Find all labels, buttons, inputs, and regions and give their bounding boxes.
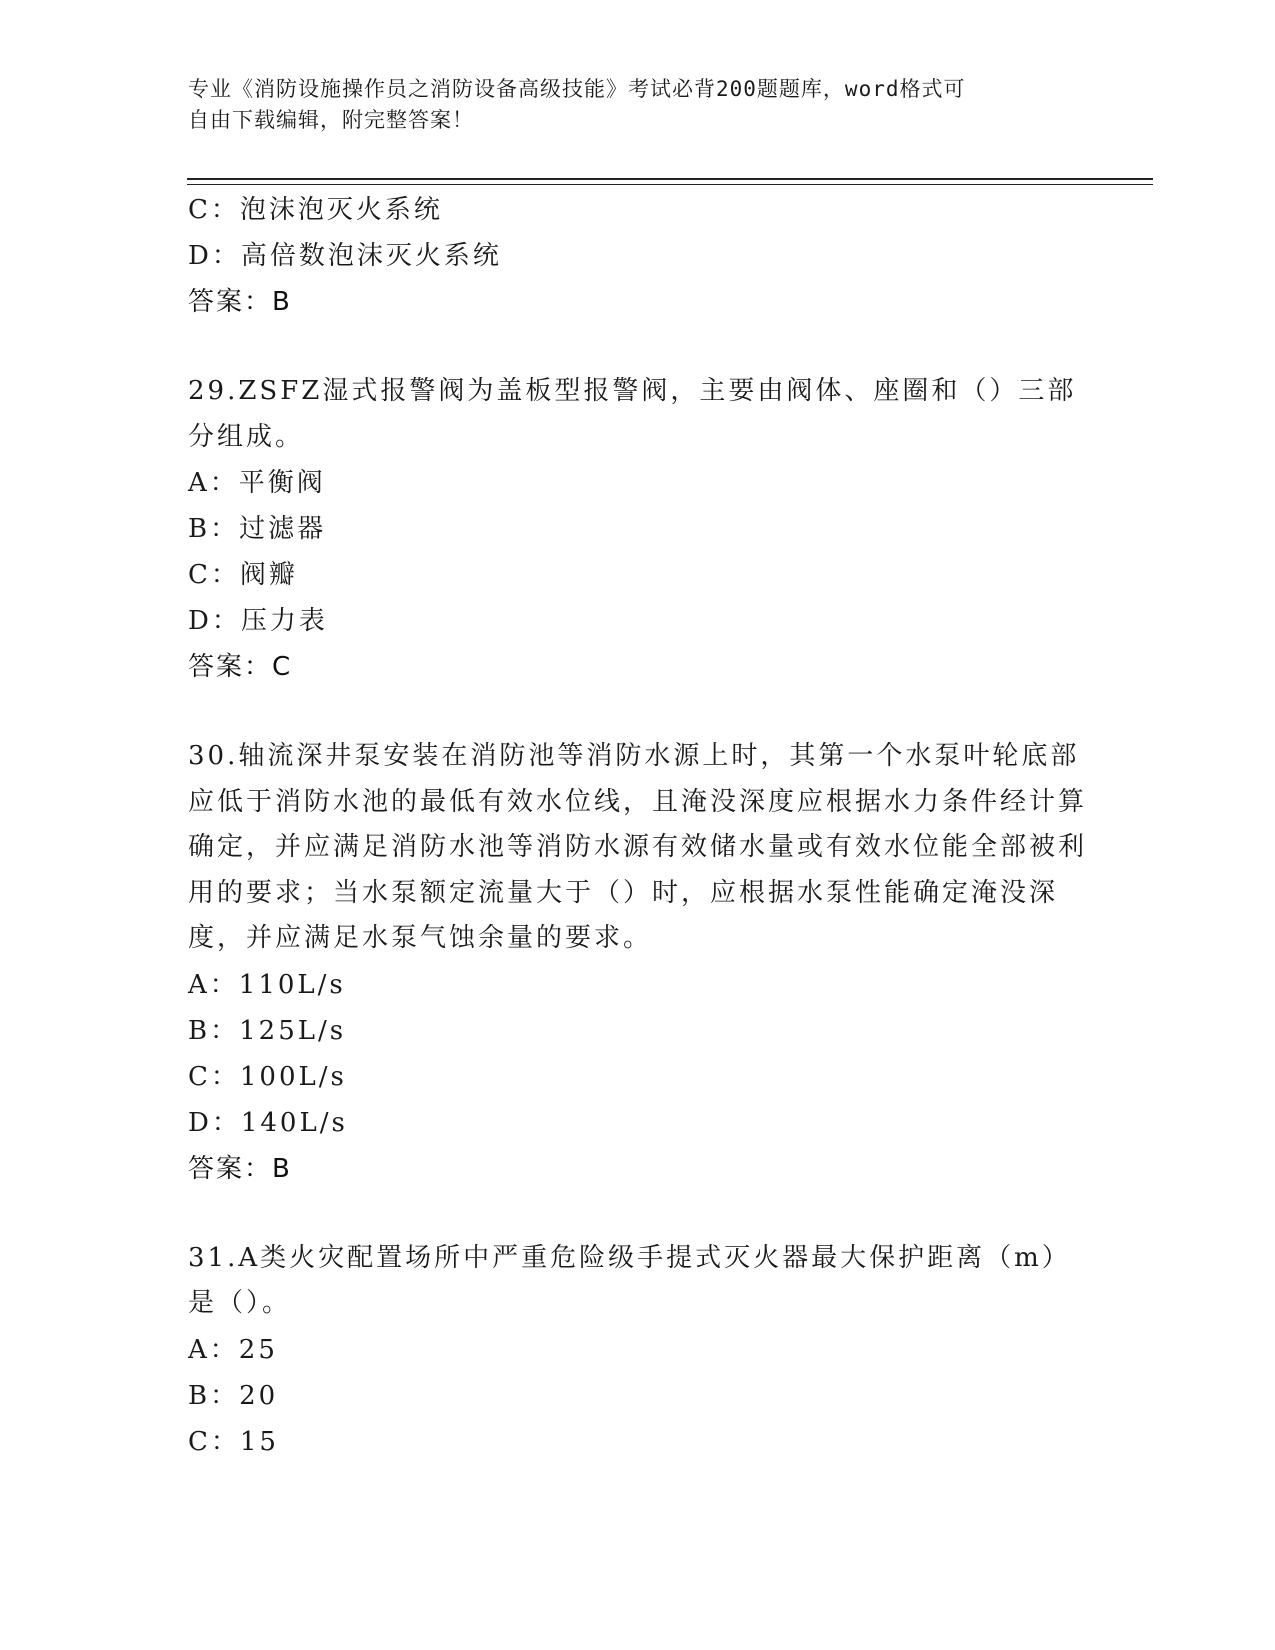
option-a: A：平衡阀 xyxy=(188,468,326,498)
question-stem: 30.轴流深井泵安装在消防池等消防水源上时，其第一个水泵叶轮底部应低于消防水池的最低有效水位线，且淹没深度应根据水力条件经计算确定，并应满足消防水池等消防水源有效储水量或有效水位能全部被利用的要求；当水泵额定流量大于（）时，应根据水泵性能确定淹没深度，并应满足水泵气蚀余量的要求。 xyxy=(188,741,1088,953)
option-b: B：125L/s xyxy=(188,1015,347,1046)
header-divider-thin xyxy=(187,184,1153,185)
option-a: A：110L/s xyxy=(188,969,346,1000)
question-stem: 31.A类火灾配置场所中严重危险级手提式灭火器最大保护距离（m）是（）。 xyxy=(188,1242,1071,1318)
question-31 xyxy=(188,1236,1088,1465)
document-header xyxy=(188,74,1088,136)
header-line-2: 自由下载编辑，附完整答案！ xyxy=(188,108,474,132)
question-stem: 29.ZSFZ湿式报警阀为盖板型报警阀，主要由阀体、座圈和（）三部分组成。 xyxy=(188,376,1077,452)
question-30 xyxy=(188,734,1088,1192)
question-list xyxy=(188,187,1088,1465)
option-b: B：20 xyxy=(188,1380,279,1411)
option-d: D：压力表 xyxy=(188,606,328,636)
question-28-tail xyxy=(188,187,1088,325)
answer: 答案：B xyxy=(188,1153,292,1184)
option-c: C：15 xyxy=(188,1426,279,1457)
option-c: C：阀瓣 xyxy=(188,560,298,590)
option-c: C：100L/s xyxy=(188,1061,347,1092)
option-d: D：140L/s xyxy=(188,1107,348,1138)
option-a: A：25 xyxy=(188,1334,278,1365)
header-divider-thick xyxy=(187,178,1153,180)
answer: 答案：B xyxy=(188,287,292,317)
option-c: C：泡沫泡灭火系统 xyxy=(188,195,443,225)
question-29 xyxy=(188,369,1088,690)
option-d: D：高倍数泡沫灭火系统 xyxy=(188,241,502,271)
answer: 答案：C xyxy=(188,652,293,682)
header-line-1: 专业《消防设施操作员之消防设备高级技能》考试必背200题题库，word格式可 xyxy=(188,77,966,101)
option-b: B：过滤器 xyxy=(188,514,327,544)
